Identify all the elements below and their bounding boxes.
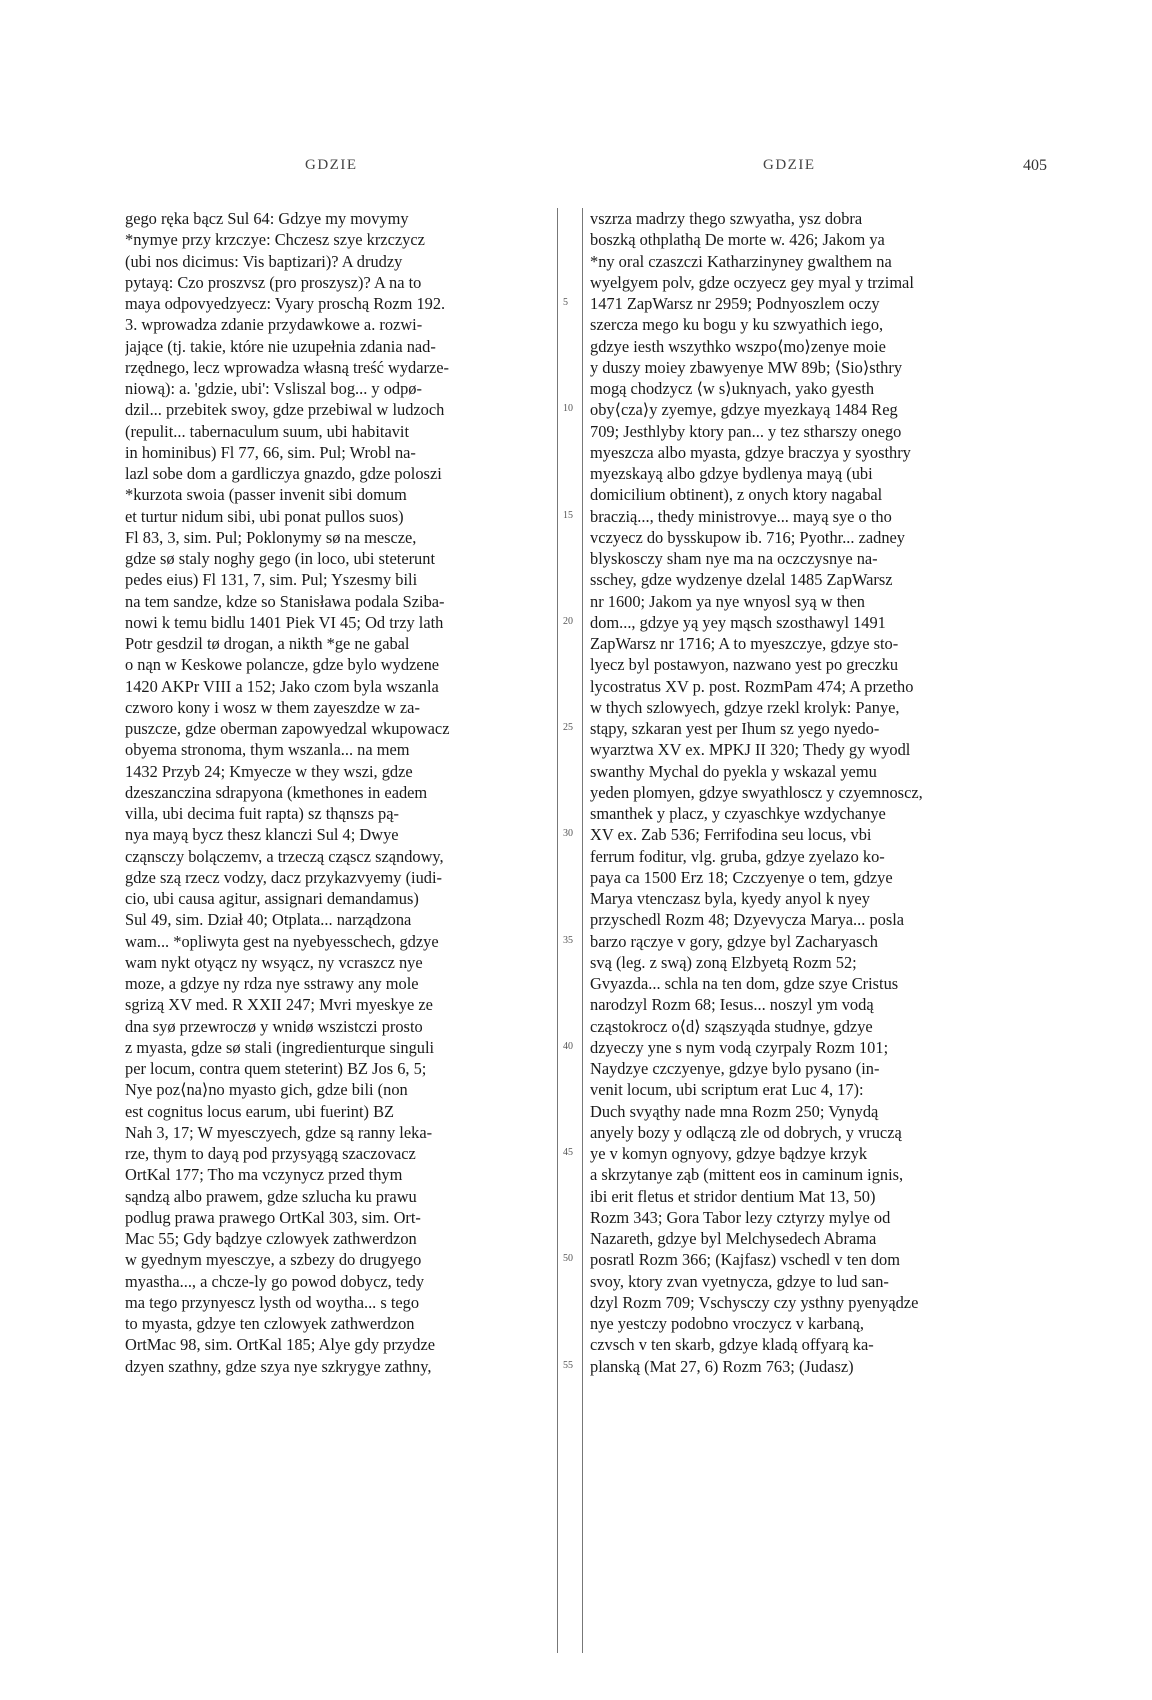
text-line: wyarztwa XV ex. MPKJ II 320; Thedy gy wyodl — [590, 740, 911, 760]
text-line: wam... *opliwyta gest na nyebyesschech, gdzye — [125, 931, 439, 951]
text-line: Fl 83, 3, sim. Pul; Poklonymy sø na mescze, — [125, 527, 417, 547]
text-line: gdze szą rzecz vodzy, dacz przykazvyemy (iudi- — [125, 867, 443, 887]
text-line: anyely bozy y odlączą zle od dobrych, y vruczą — [590, 1122, 902, 1142]
text-line: rzędnego, lecz wprowadza własną treść wydarze- — [125, 357, 449, 377]
text-line: Rozm 343; Gora Tabor lezy cztyrzy mylye od — [590, 1207, 891, 1227]
text-line: swanthy Mychal do pyekla y wskazal yemu — [590, 761, 877, 781]
text-line: z myasta, gdze sø stali (ingredienturque singuli — [125, 1037, 435, 1057]
text-line: wam nykt otyącz ny wsyącz, ny vcraszcz nye — [125, 952, 423, 972]
text-line: braczią..., thedy ministrovye... mayą sye o tho — [590, 506, 892, 526]
text-line: gdze sø staly noghy gego (in loco, ubi steterunt — [125, 549, 435, 568]
text-line: (repulit... tabernaculum suum, ubi habitavit — [125, 421, 410, 441]
text-line: Potr gesdzil tø drogan, a nikth *ge ne gabal — [125, 634, 410, 653]
line-number: 55 — [563, 1359, 573, 1371]
text-line: et turtur nidum sibi, ubi ponat pullos suos) — [125, 506, 404, 526]
text-line: cio, ubi causa agitur, assignari demandamus) — [125, 889, 419, 908]
text-line: wyelgyem polv, gdze oczyecz gey myal y trzimal — [590, 272, 914, 292]
text-line: 3. wprowadza zdanie przydawkowe a. rozwi- — [125, 315, 423, 335]
text-line: Nye poz⟨na⟩no myasto gich, gdze bili (non — [125, 1080, 408, 1100]
text-line: oby⟨cza⟩y zyemye, gdzye myezkayą 1484 Reg — [590, 400, 898, 420]
text-line: pedes eius) Fl 131, 7, sim. Pul; Yszesmy bili — [125, 570, 418, 590]
text-line: podlug prawa prawego OrtKal 303, sim. Ort- — [125, 1207, 421, 1227]
text-line: ibi erit fletus et stridor dentium Mat 13, 50) — [590, 1186, 876, 1206]
text-line: vczyecz do bysskupow ib. 716; Pyothr... zadney — [590, 527, 906, 547]
text-line: Nah 3, 17; W myesczyech, gdze są ranny leka- — [125, 1122, 433, 1142]
text-line: Mac 55; Gdy bądzye czlowyek zathwerdzon — [125, 1229, 417, 1248]
text-line: 709; Jesthlyby ktory pan... y tez stharszy onego — [590, 421, 902, 441]
text-line: nowi k temu bidlu 1401 Piek VI 45; Od trzy lath — [125, 612, 444, 632]
running-head-right: GDZIE — [763, 157, 816, 173]
text-line: cząnsczy bolączemv, a trzeczą cząscz sząndowy, — [125, 846, 444, 866]
running-head-left: GDZIE — [305, 157, 358, 173]
text-line: villa, ubi decima fuit rapta) sz thąnszs pą- — [125, 804, 399, 823]
text-line: posratl Rozm 366; (Kajfasz) vschedl v ten dom — [590, 1250, 900, 1270]
text-line: dzyl Rozm 709; Vschysczy czy ysthny pyenyądze — [590, 1292, 919, 1312]
text-line: dzeszanczina sdrapyona (kmethones in eadem — [125, 782, 428, 802]
line-number: 10 — [563, 403, 573, 415]
text-line: svą (leg. z swą) zoną Elzbyetą Rozm 52; — [590, 952, 857, 972]
text-line: na tem sandze, kdze so Stanisława podala Sziba- — [125, 591, 445, 611]
text-line: rze, thym to dayą pod przysyągą szaczovacz — [125, 1144, 416, 1163]
text-line: blyskosczy sham nye ma na oczczysnye na- — [590, 549, 878, 568]
line-number: 30 — [563, 828, 573, 840]
text-line: *ny oral czaszczi Katharzinyney gwalthem na — [590, 251, 892, 271]
text-line: Nazareth, gdzye byl Melchysedech Abrama — [590, 1229, 877, 1248]
text-line: nya mayą bycz thesz klanczi Sul 4; Dwye — [125, 825, 399, 845]
text-line: dzil... przebitek swoy, gdze przebiwal w ludzoch — [125, 400, 445, 420]
text-line: vszrza madrzy thego szwyatha, ysz dobra — [590, 209, 863, 228]
text-line: obyema stronoma, thym wszanla... na mem — [125, 740, 410, 760]
text-line: czvsch v ten skarb, gdzye kladą offyarą ka- — [590, 1335, 874, 1355]
text-line: nye yestczy podobno vroczycz v karbaną, — [590, 1314, 864, 1333]
text-line: Gvyazda... schla na ten dom, gdze szye Cristus — [590, 974, 899, 993]
text-line: lazl sobe dom a gardliczya gnazdo, gdze poloszi — [125, 464, 442, 483]
text-line: venit locum, ubi scriptum erat Luc 4, 17): — [590, 1080, 864, 1100]
text-line: (ubi nos dicimus: Vis baptizari)? A drudzy — [125, 251, 403, 271]
left-column — [125, 208, 545, 1377]
text-line: paya ca 1500 Erz 18; Czczyenye o tem, gdzye — [590, 867, 893, 887]
text-line: *kurzota swoia (passer invenit sibi domum — [125, 485, 407, 505]
text-line: Marya vtenczasz byla, kyedy anyol k nyey — [590, 889, 870, 908]
text-line: planską (Mat 27, 6) Rozm 763; (Judasz) — [590, 1356, 854, 1376]
line-number: 35 — [563, 934, 573, 946]
text-line: dzyen szathny, gdze szya nye szkrygye zathny, — [125, 1356, 432, 1376]
text-line: mogą chodzycz ⟨w s⟩uknyach, yako gyesth — [590, 379, 875, 398]
column-rule-left — [557, 208, 558, 1653]
text-line: cząstokrocz o⟨d⟩ sząszyąda studnye, gdzye — [590, 1016, 873, 1036]
text-line: w gyednym myesczye, a szbezy do drugyego — [125, 1250, 422, 1270]
text-line: 1471 ZapWarsz nr 2959; Podnyoszlem oczy — [590, 294, 880, 313]
text-line: maya odpovyedzyecz: Vyary proschą Rozm 192. — [125, 294, 446, 313]
text-line: 1432 Przyb 24; Kmyecze w they wszi, gdze — [125, 761, 413, 781]
text-line: in hominibus) Fl 77, 66, sim. Pul; Wrobl na- — [125, 442, 416, 462]
text-line: czworo kony i wosz w them zayeszdze w za- — [125, 697, 420, 717]
text-line: y duszy moiey zbawyenye MW 89b; ⟨Sio⟩sthry — [590, 357, 903, 377]
line-number: 40 — [563, 1040, 573, 1052]
text-line: 1420 AKPr VIII a 152; Jako czom byla wszanla — [125, 676, 439, 696]
text-line: ferrum foditur, vlg. gruba, gdzye zyelazo ko- — [590, 846, 885, 866]
text-line: pytayą: Czo proszvsz (pro proszysz)? A na to — [125, 272, 422, 292]
text-line: myeszcza albo myasta, gdzye braczya y syosthry — [590, 442, 911, 462]
text-line: przyschedl Rozm 48; Dzyevycza Marya... posla — [590, 910, 905, 930]
column-rule-right — [582, 208, 583, 1653]
page-number: 405 — [1023, 157, 1047, 174]
line-number: 5 — [563, 297, 568, 308]
text-line: XV ex. Zab 536; Ferrifodina seu locus, vbi — [590, 825, 872, 845]
line-number: 25 — [563, 722, 573, 733]
text-line: a skrzytanye ząb (mittent eos in caminum ignis, — [590, 1165, 904, 1185]
text-line: domicilium obtinent), z onych ktory nagabal — [590, 485, 883, 505]
text-line: moze, a gdzye ny rdza nye sstrawy any mole — [125, 974, 419, 993]
text-line: sgrizą XV med. R XXII 247; Mvri myeskye ze — [125, 995, 433, 1015]
text-line: svoy, ktory zvan vyetnycza, gdzye to lud san- — [590, 1271, 889, 1291]
line-number: 15 — [563, 509, 573, 521]
text-line: gdzye iesth wszythko wszpo⟨mo⟩zenye moie — [590, 336, 886, 356]
right-column — [590, 208, 1010, 1377]
text-line: jające (tj. takie, które nie uzupełnia zdania nad- — [125, 336, 436, 356]
text-line: *nymye przy krzczye: Chczesz szye krzczycz — [125, 230, 425, 250]
text-line: est cognitus locus earum, ubi fuerint) BZ — [125, 1101, 395, 1121]
line-number: 20 — [563, 615, 573, 627]
text-line: Sul 49, sim. Dział 40; Otplata... narządzona — [125, 910, 412, 930]
text-line: puszcze, gdze oberman zapowyedzal wkupowacz — [125, 719, 450, 738]
text-line: sąndzą albo prawem, gdze szlucha ku prawu — [125, 1186, 417, 1206]
text-line: per locum, contra quem steterint) BZ Jos 6, 5; — [125, 1059, 427, 1078]
text-line: boszką othplathą De morte w. 426; Jakom ya — [590, 230, 885, 250]
text-line: o nąn w Keskowe polancze, gdze bylo wydzene — [125, 655, 440, 675]
text-line: barzo rączye v gory, gdzye byl Zacharyasch — [590, 931, 878, 951]
text-line: narodzyl Rozm 68; Iesus... noszyl ym vodą — [590, 995, 874, 1015]
text-line: ma tego przynyescz lysth od woytha... s tego — [125, 1292, 420, 1312]
text-line: Naydzye czczyenye, gdzye bylo pysano (in- — [590, 1059, 880, 1078]
text-line: ZapWarsz nr 1716; A to myeszczye, gdzye sto- — [590, 634, 899, 653]
text-line: niową): a. 'gdzie, ubi': Vsliszal bog... y odpø- — [125, 379, 422, 398]
text-line: dom..., gdzye yą yey mąsch szosthawyl 1491 — [590, 612, 886, 632]
text-line: OrtMac 98, sim. OrtKal 185; Alye gdy przydze — [125, 1335, 435, 1355]
text-line: myezskayą albo gdzye bydlenya mayą (ubi — [590, 464, 873, 483]
text-line: gego ręka bącz Sul 64: Gdzye my movymy — [125, 209, 409, 228]
text-line: Duch svyąthy nade mna Rozm 250; Vynydą — [590, 1101, 879, 1121]
text-line: lycostratus XV p. post. RozmPam 474; A przetho — [590, 676, 914, 696]
text-line: to myasta, gdzye ten czlowyek zathwerdzon — [125, 1314, 415, 1333]
text-line: OrtKal 177; Tho ma vczynycz przed thym — [125, 1165, 403, 1185]
text-line: sschey, gdze wydzenye dzelal 1485 ZapWarsz — [590, 570, 893, 590]
text-line: szercza mego ku bogu y ku szwyathich iego, — [590, 315, 884, 335]
text-line: smanthek y placz, y czyaschkye wzdychanye — [590, 804, 886, 823]
text-line: stąpy, szkaran yest per Ihum sz yego nyedo- — [590, 719, 880, 738]
text-line: ye v komyn ognyovy, gdzye bądzye krzyk — [590, 1144, 868, 1163]
text-line: w thych szlowyech, gdzye rzekl krolyk: Panye, — [590, 697, 900, 717]
line-number: 50 — [563, 1253, 573, 1265]
text-line: lyecz byl postawyon, nazwano yest po greczku — [590, 655, 899, 675]
text-line: yeden plomyen, gdzye swyathloscz y czyemnoscz, — [590, 782, 923, 802]
text-line: dna syø przewroczø y wnidø wszistczi prosto — [125, 1016, 423, 1036]
text-line: myastha..., a chcze-ly go powod dobycz, tedy — [125, 1271, 425, 1291]
text-line: dzyeczy yne s nym vodą czyrpaly Rozm 101; — [590, 1037, 889, 1057]
line-number: 45 — [563, 1147, 573, 1158]
text-line: nr 1600; Jakom ya nye wnyosl syą w then — [590, 591, 865, 611]
